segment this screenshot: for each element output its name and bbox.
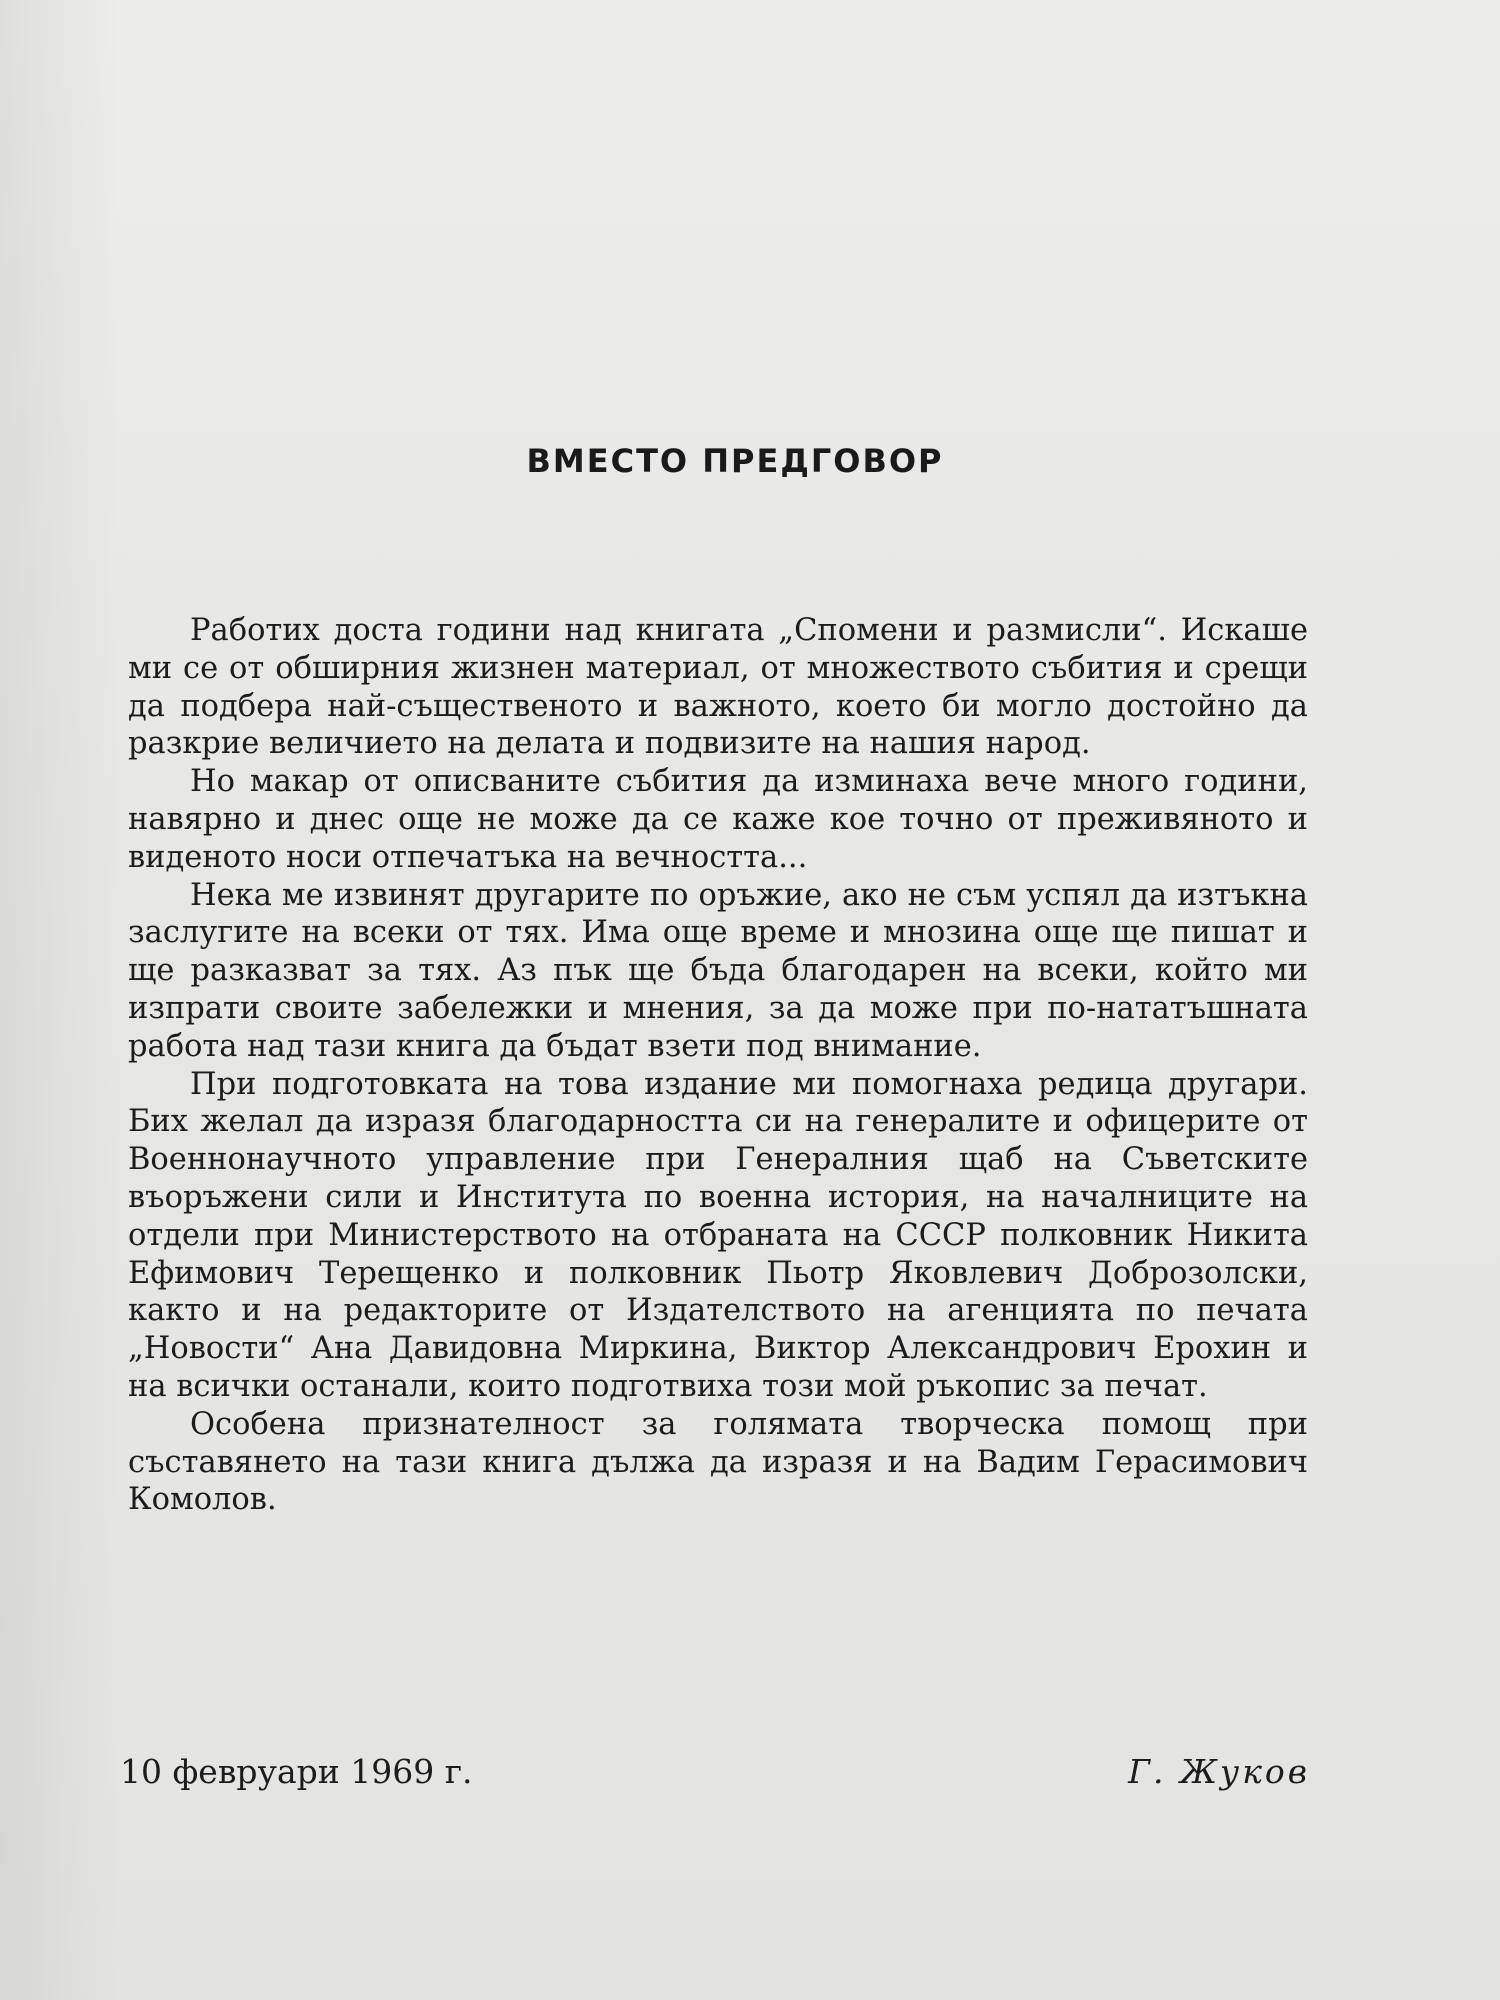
page-title: ВМЕСТО ПРЕДГОВОР: [526, 442, 944, 480]
author-signature: Г. Жуков: [1128, 1752, 1310, 1791]
paragraph-1: Работих доста години над книгата „Спомени и размисли“. Искаше ми се от обширния жизнен материал, от множеството събития и срещи да подбера най-същественото и важното, което би могло достойно да разкрие величието на делата и подвизите на нашия народ.: [128, 613, 1308, 762]
preface-body: [128, 612, 1308, 1519]
page-shadow: [0, 0, 120, 2000]
paragraph-3: Нека ме извинят другарите по оръжие, ако не съм успял да изтъкна заслугите на всеки от тях. Има още време и мнозина още ще пишат и ще разказват за тях. Аз пък ще бъда благодарен на всеки, който ми изпрати своите забележки и мнения, за да може при по-нататъшната работа над тази книга да бъдат взети под внимание.: [128, 877, 1308, 1064]
paragraph-5: Особена признателност за голямата творческа помощ при съставянето на тази книга дължа да изразя и на Вадим Герасимович Комолов.: [128, 1406, 1308, 1518]
date-line: 10 февруари 1969 г.: [120, 1752, 473, 1791]
paragraph-2: Но макар от описваните събития да изминаха вече много години, навярно и днес още не може да се каже кое точно от преживяното и виденото носи отпечатъка на вечността...: [128, 764, 1308, 875]
paragraph-4: При подготовката на това издание ми помогнаха редица другари. Бих желал да изразя благодарността си на генералите и офицерите от Военнонаучното управление при Генералния щаб на Съветските въоръжени сили и Института по военна история, на началниците на отдели при Министерството на отбраната на СССР полковник Никита Ефимович Терещенко и полковник Пьотр Яковлевич Доброзолски, както и на редакторите от Издателството на агенцията по печата „Новости“ Ана Давидовна Миркина, Виктор Александрович Ерохин и на всички останали, които подготвиха този мой ръкопис за печат.: [128, 1066, 1308, 1404]
